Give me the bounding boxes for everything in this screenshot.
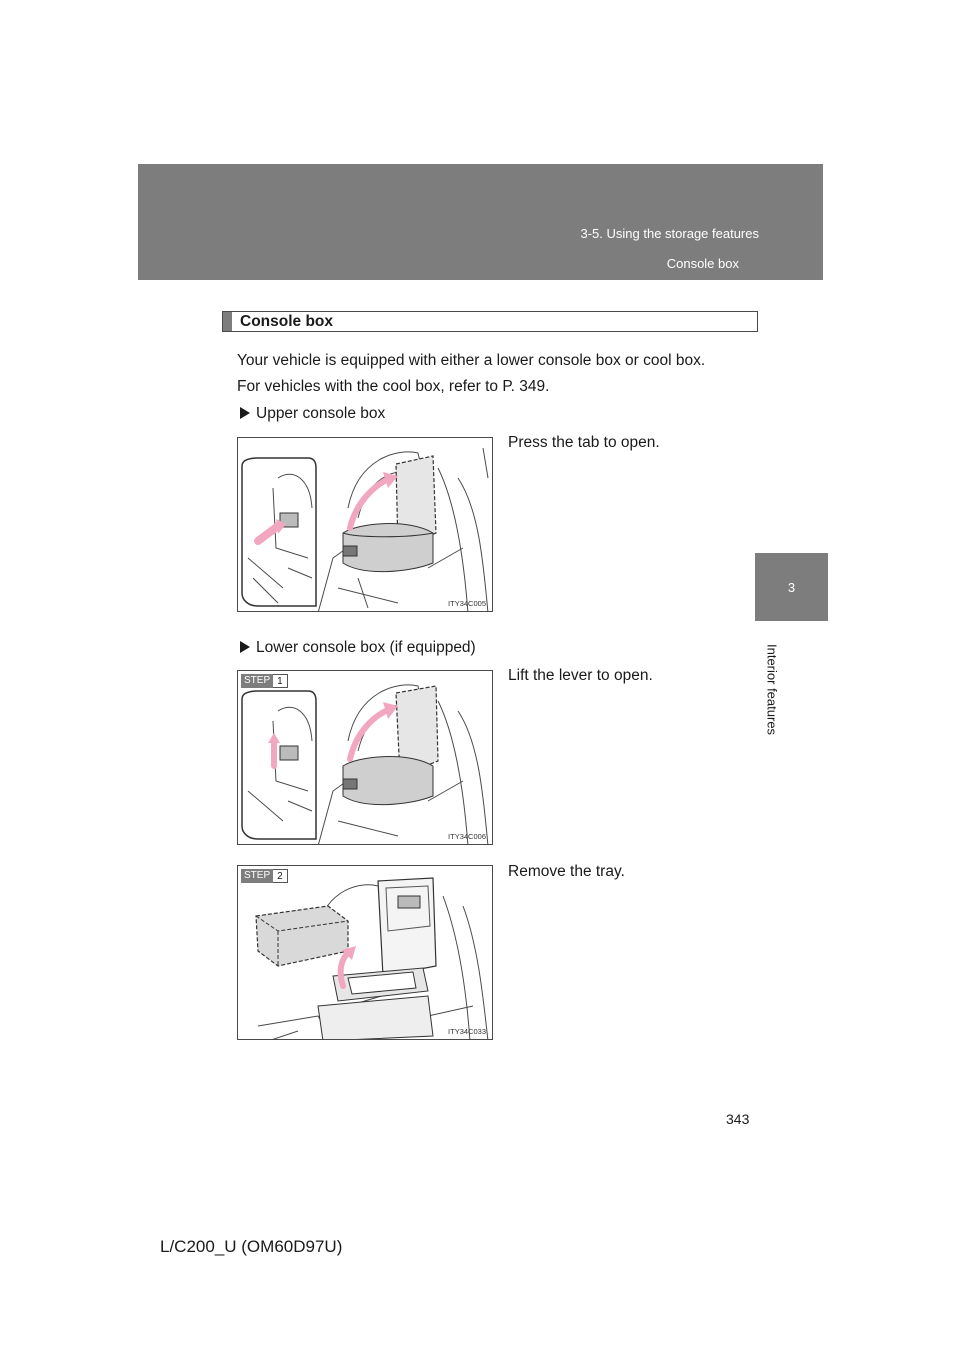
step1-illustration <box>238 671 493 845</box>
section-heading: Console box <box>240 312 334 330</box>
section-title: 3-5. Using the storage features <box>580 226 759 241</box>
upper-caption: Press the tab to open. <box>508 434 660 451</box>
step2-badge <box>241 869 288 883</box>
step2-figure <box>237 865 493 1040</box>
intro-line-2: For vehicles with the cool box, refer to P. 349. <box>237 378 550 395</box>
upper-console-illustration <box>238 438 493 612</box>
upper-console-figure <box>237 437 493 612</box>
upper-figure-code: ITY34C005 <box>448 599 486 608</box>
bullet-triangle-icon <box>240 407 250 419</box>
step2-label: STEP <box>241 869 273 883</box>
chapter-tab[interactable]: 3 <box>755 553 828 621</box>
footer-model-code: L/C200_U (OM60D97U) <box>160 1237 343 1256</box>
page-number: 343 <box>726 1111 750 1127</box>
bullet-triangle-icon <box>240 641 250 653</box>
upper-console-heading <box>240 405 385 423</box>
step1-figure-code: ITY34C006 <box>448 832 486 841</box>
lower-console-heading-text: Lower console box (if equipped) <box>256 639 476 656</box>
step1-figure <box>237 670 493 845</box>
intro-line-1: Your vehicle is equipped with either a lower console box or cool box. <box>237 352 706 369</box>
lower-console-heading <box>240 639 476 657</box>
step2-figure-code: ITY34C033 <box>448 1027 486 1036</box>
step2-illustration <box>238 866 493 1040</box>
header-band <box>138 164 823 280</box>
step2-caption: Remove the tray. <box>508 863 625 880</box>
subsection-title: Console box <box>666 256 739 271</box>
step1-label: STEP <box>241 674 273 688</box>
heading-accent <box>223 312 232 331</box>
section-heading-box <box>222 311 758 332</box>
upper-console-heading-text: Upper console box <box>256 405 386 422</box>
step2-number: 2 <box>273 869 288 883</box>
step1-number: 1 <box>273 674 288 688</box>
step1-caption: Lift the lever to open. <box>508 667 653 684</box>
chapter-label: Interior features <box>764 644 780 736</box>
step1-badge <box>241 674 288 688</box>
